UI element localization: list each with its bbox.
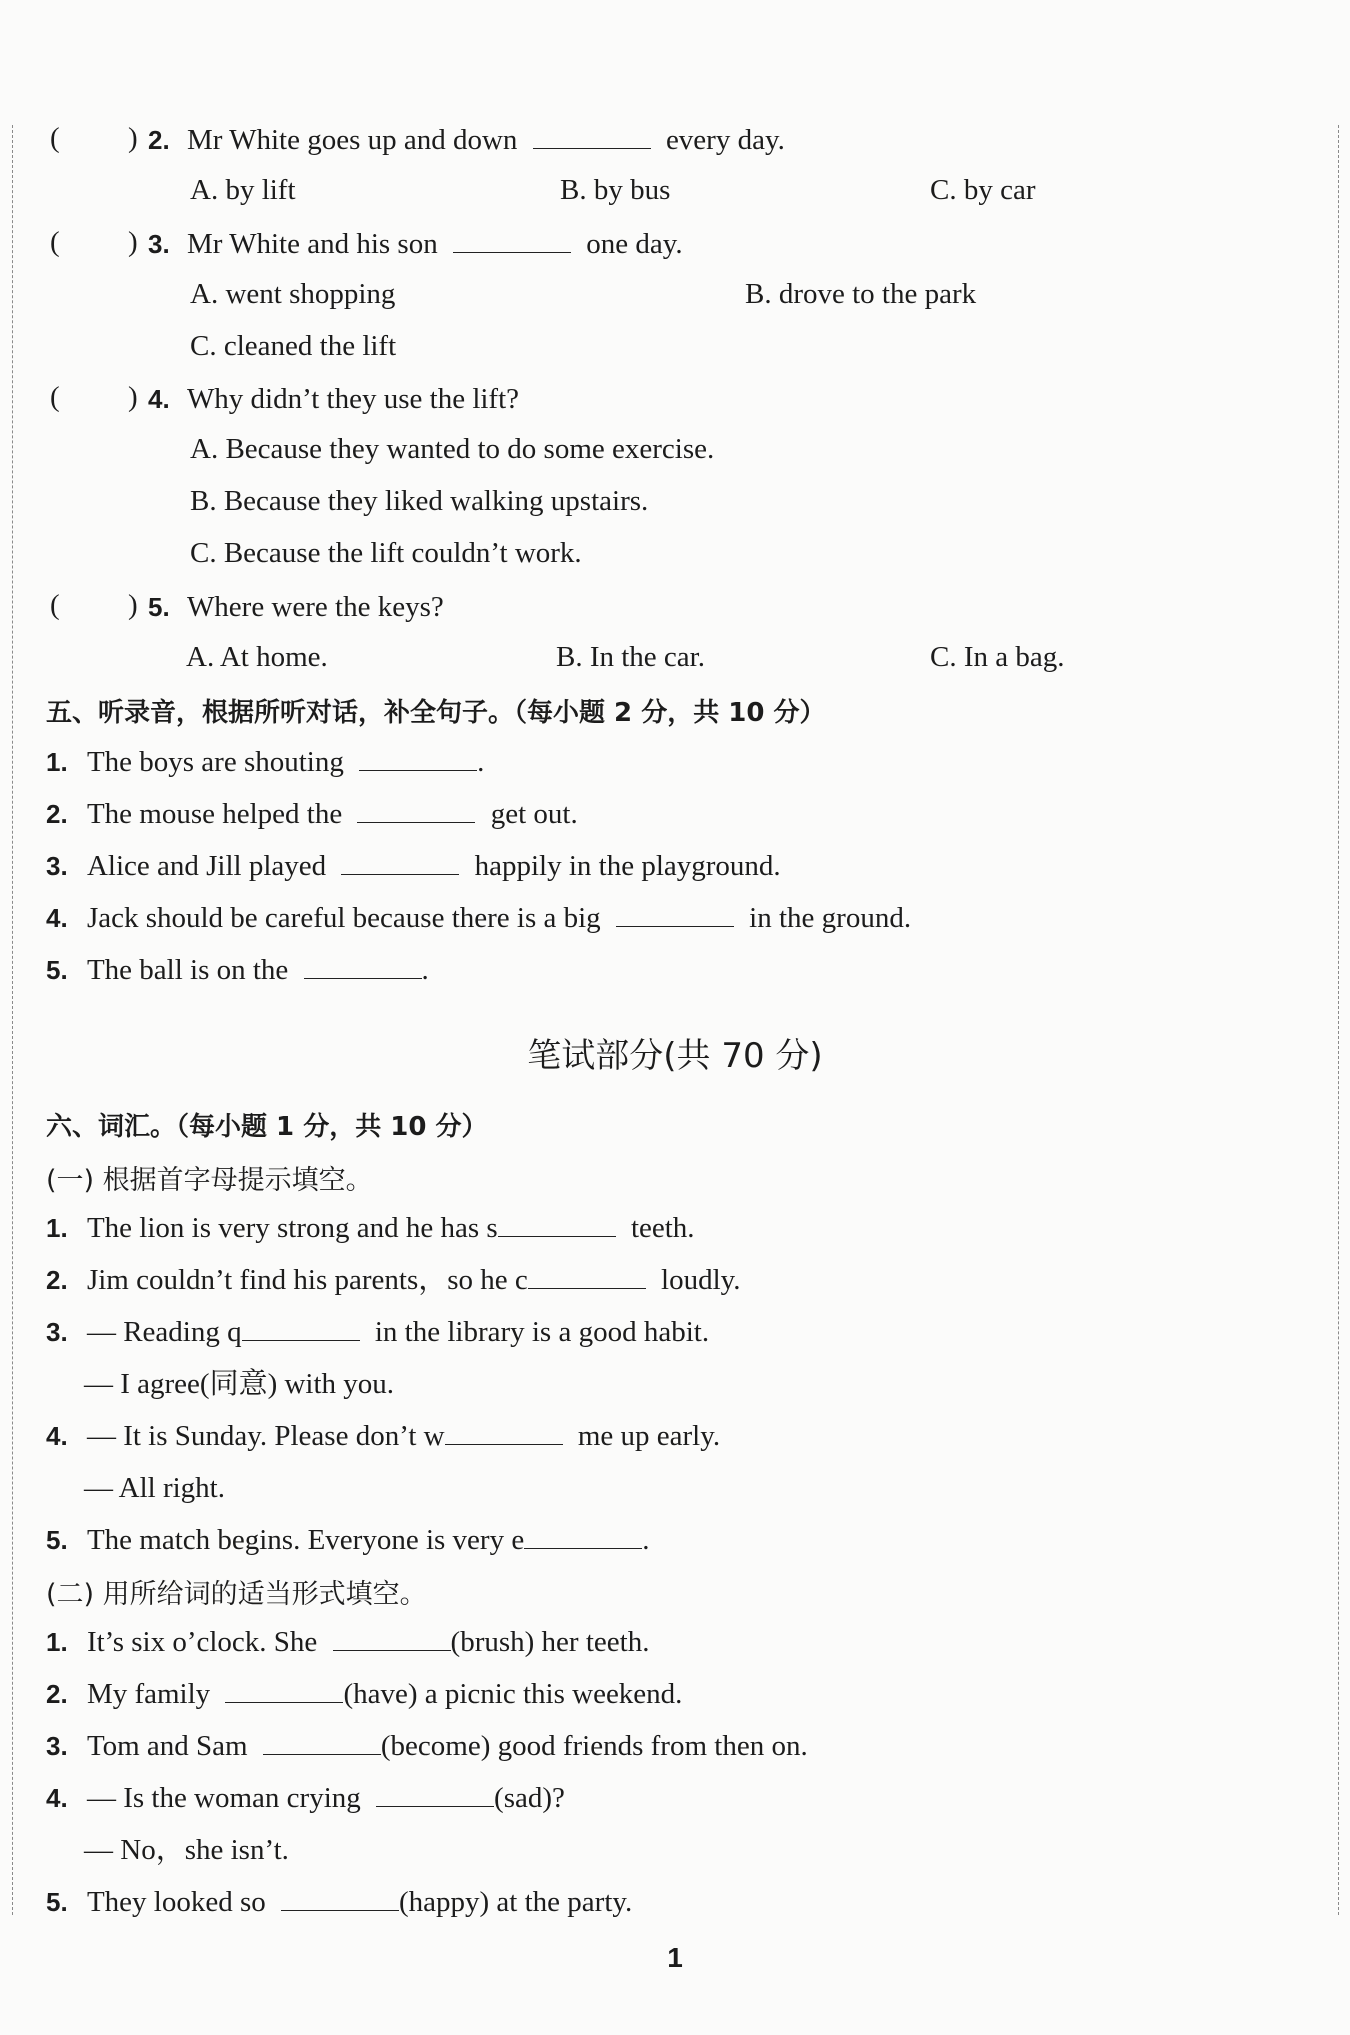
sentence-start: Jack should be careful because there is a big: [86, 902, 601, 934]
question-number: 5.: [46, 1525, 68, 1555]
question-number: 3.: [46, 1731, 68, 1761]
sentence-start: My family: [86, 1678, 211, 1710]
answer-blank[interactable]: [263, 1728, 381, 1755]
s5-item-2: [46, 796, 578, 832]
question-number: 4.: [46, 1783, 68, 1813]
left-margin-line: [12, 125, 13, 1915]
question-number: 4.: [148, 384, 170, 414]
s5-item-1: [46, 744, 484, 780]
p1-item-1: [46, 1210, 695, 1246]
p1-item-3: [46, 1314, 709, 1350]
p1-item-4: [46, 1418, 720, 1454]
sentence-end: happily in the playground.: [474, 850, 781, 882]
answer-blank[interactable]: [453, 226, 571, 253]
answer-paren-open: (: [50, 226, 60, 258]
part-1-instruction: (一) 根据首字母提示填空。: [46, 1165, 373, 1196]
sentence-start: It’s six o’clock. She: [86, 1626, 318, 1658]
p2-item-5: [46, 1884, 632, 1920]
question-text: Why didn’t they use the lift?: [186, 383, 520, 415]
sentence-start: — It is Sunday. Please don’t w: [86, 1420, 445, 1452]
sentence-end: (sad)?: [494, 1782, 565, 1814]
option-b: B. drove to the park: [745, 278, 977, 310]
answer-paren-close: ): [128, 589, 138, 621]
right-margin-line: [1338, 125, 1339, 1915]
section-6-heading: 六、词汇。（每小题 1 分，共 10 分）: [46, 1112, 488, 1142]
sentence-end: teeth.: [630, 1212, 695, 1244]
s5-item-5: [46, 952, 429, 988]
question-number: 5.: [148, 592, 170, 622]
question-number: 2.: [46, 799, 68, 829]
question-number: 4.: [46, 903, 68, 933]
question-number: 1.: [46, 747, 68, 777]
answer-blank[interactable]: [304, 952, 422, 979]
answer-blank[interactable]: [616, 900, 734, 927]
option-c: C. In a bag.: [930, 641, 1065, 673]
option-a: A. At home.: [186, 641, 328, 673]
sentence-start: — Is the woman crying: [86, 1782, 361, 1814]
answer-paren-close: ): [128, 381, 138, 413]
question-number: 3.: [148, 229, 170, 259]
option-c: C. by car: [930, 174, 1036, 206]
sentence-start: The lion is very strong and he has s: [86, 1212, 498, 1244]
p1-item-4-reply: — All right.: [84, 1472, 225, 1504]
p2-item-2: [46, 1676, 682, 1712]
question-number: 5.: [46, 1887, 68, 1917]
answer-blank[interactable]: [341, 848, 459, 875]
answer-blank[interactable]: [524, 1522, 642, 1549]
p2-item-4: [46, 1780, 565, 1816]
sentence-end: (brush) her teeth.: [450, 1626, 650, 1658]
question-number: 5.: [46, 955, 68, 985]
option-c: C. Because the lift couldn’t work.: [190, 537, 582, 569]
answer-blank[interactable]: [533, 122, 651, 149]
option-b: B. In the car.: [556, 641, 705, 673]
question-number: 4.: [46, 1421, 68, 1451]
sentence-end: in the ground.: [749, 902, 912, 934]
question-number: 2.: [46, 1265, 68, 1295]
answer-blank[interactable]: [445, 1418, 563, 1445]
answer-blank[interactable]: [357, 796, 475, 823]
answer-paren-open: (: [50, 381, 60, 413]
sentence-start: The match begins. Everyone is very e: [86, 1524, 525, 1556]
s5-item-3: [46, 848, 781, 884]
p2-item-1: [46, 1624, 649, 1660]
written-part-title: 笔试部分(共 70 分): [527, 1036, 823, 1076]
sentence-start: They looked so: [86, 1886, 266, 1918]
option-a: A. by lift: [190, 174, 296, 206]
question-text: Mr White goes up and down: [186, 124, 518, 156]
sentence-end: loudly.: [661, 1264, 741, 1296]
sentence-end: get out.: [490, 798, 578, 830]
question-text-tail: one day.: [586, 228, 683, 260]
question-text-tail: every day.: [665, 124, 785, 156]
sentence-start: The boys are shouting: [86, 746, 344, 778]
answer-blank[interactable]: [333, 1624, 451, 1651]
sentence-end: .: [477, 746, 485, 778]
question-number: 2.: [148, 125, 170, 155]
sentence-start: Alice and Jill played: [86, 850, 327, 882]
option-b: B. Because they liked walking upstairs.: [190, 485, 649, 517]
option-a: A. went shopping: [190, 278, 396, 310]
p1-item-5: [46, 1522, 649, 1558]
answer-paren-close: ): [128, 226, 138, 258]
page-number: 1: [667, 1942, 683, 1973]
sentence-end: me up early.: [577, 1420, 721, 1452]
answer-paren-open: (: [50, 589, 60, 621]
answer-blank[interactable]: [528, 1262, 646, 1289]
p2-item-4-reply: — No，she isn’t.: [84, 1834, 289, 1866]
answer-blank[interactable]: [376, 1780, 494, 1807]
option-a: A. Because they wanted to do some exercise.: [190, 433, 715, 465]
answer-blank[interactable]: [225, 1676, 343, 1703]
sentence-start: — Reading q: [86, 1316, 242, 1348]
answer-blank[interactable]: [281, 1884, 399, 1911]
answer-blank[interactable]: [242, 1314, 360, 1341]
answer-paren-close: ): [128, 122, 138, 154]
sentence-end: (become) good friends from then on.: [380, 1730, 808, 1762]
sentence-end: .: [421, 954, 429, 986]
option-c: C. cleaned the lift: [190, 330, 397, 362]
question-number: 1.: [46, 1627, 68, 1657]
question-number: 3.: [46, 851, 68, 881]
answer-paren-open: (: [50, 122, 60, 154]
sentence-start: The ball is on the: [86, 954, 289, 986]
sentence-start: The mouse helped the: [86, 798, 343, 830]
sentence-end: .: [642, 1524, 650, 1556]
answer-blank[interactable]: [498, 1210, 616, 1237]
part-2-instruction: (二) 用所给词的适当形式填空。: [46, 1579, 427, 1610]
sentence-start: Tom and Sam: [86, 1730, 248, 1762]
p2-item-3: [46, 1728, 808, 1764]
question-number: 2.: [46, 1679, 68, 1709]
sentence-start: Jim couldn’t find his parents，so he c: [86, 1264, 528, 1296]
sentence-end: (have) a picnic this weekend.: [343, 1678, 683, 1710]
answer-blank[interactable]: [359, 744, 477, 771]
question-number: 1.: [46, 1213, 68, 1243]
question-number: 3.: [46, 1317, 68, 1347]
question-text: Where were the keys?: [186, 591, 444, 623]
p1-item-3-reply: — I agree(同意) with you.: [84, 1368, 395, 1400]
section-5-heading: 五、听录音，根据所听对话，补全句子。（每小题 2 分，共 10 分）: [46, 698, 826, 728]
option-b: B. by bus: [560, 174, 671, 206]
sentence-end: (happy) at the party.: [399, 1886, 633, 1918]
s5-item-4: [46, 900, 911, 936]
p1-item-2: [46, 1262, 741, 1298]
sentence-end: in the library is a good habit.: [374, 1316, 710, 1348]
question-text: Mr White and his son: [186, 228, 438, 260]
